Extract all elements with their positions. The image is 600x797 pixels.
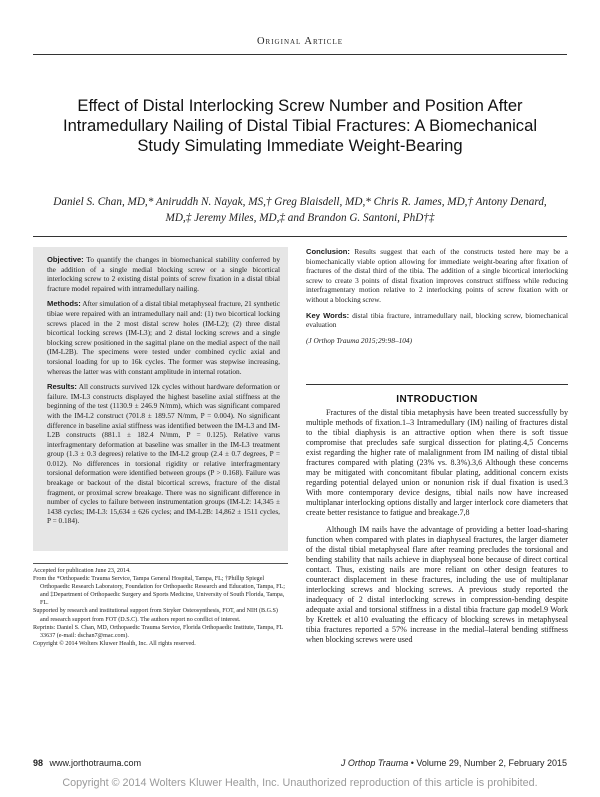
keywords-text: distal tibia fracture, intramedullary nail, blocking screw, biomechanical evaluation: [306, 310, 568, 330]
page-footer-left: [33, 758, 141, 768]
abstract-bottom-rule: [306, 384, 568, 385]
introduction-body: [306, 408, 568, 782]
journal-website[interactable]: www.jorthotrauma.com: [49, 758, 142, 768]
results-label: Results:: [47, 382, 77, 392]
journal-issue: • Volume 29, Number 2, February 2015: [408, 758, 567, 768]
abstract-conclusion: [306, 247, 568, 305]
abstract-objective: [47, 255, 280, 293]
journal-name: J Orthop Trauma: [340, 758, 409, 768]
footnotes: [33, 563, 288, 782]
header-rule: [33, 54, 567, 55]
article-title: Effect of Distal Interlocking Screw Number and Position After Intramedullary Nailing of Distal Tibial Fractures: A Biomechanical Study Simulating Immediate Weight-Bearing: [62, 96, 538, 155]
footnote-support: Supported by research and institutional support from Stryker Osteosynthesis, FOT, and NIH (B.G.S) and research support from FOT (D.S.C). The authors report no conflict of interest.: [33, 608, 278, 623]
objective-text: To quantify the changes in biomechanical stability conferred by the addition of a single medial blocking screw or a single bicortical interlocking screw to 2 existing distal points of screw fixation in a distal tibial fracture model repaired with intramedullary nailing.: [47, 255, 280, 293]
abstract-panel: [33, 247, 288, 551]
conclusion-label: Conclusion:: [306, 247, 350, 256]
methods-label: Methods:: [47, 299, 81, 309]
conclusion-text: Results suggest that each of the constructs tested here may be a biomechanically viable option allowing for immediate weight-bearing after fixation of fractures of the distal third of the tibia. The addition of a single bicortical interlocking screw to create 3 points of distal fixation improves construct stiffness while reducing interfragmentary motion relative to 2 interlocking points of screw fixation with or without a blocking screw.: [306, 247, 568, 304]
keywords-label: Key Words:: [306, 310, 350, 320]
copyright-watermark: Copyright © 2014 Wolters Kluwer Health, Inc. Unauthorized reproduction of this article is prohibited.: [62, 777, 538, 789]
page-number: 98: [33, 758, 44, 768]
abstract-results: [47, 382, 280, 526]
footnote-copyright: Copyright © 2014 Wolters Kluwer Health, Inc. All rights reserved.: [33, 640, 196, 647]
footnote-affiliations: From the *Orthopaedic Trauma Service, Tampa General Hospital, Tampa, FL; †Phillip Spiegel Orthopaedic Research Laboratory, Foundation for Orthopaedic Research and Education, Tampa, FL; and ‡Department of Orthopaedic Surgery and Sports Medicine, University of South Florida, Tampa, FL.: [33, 576, 285, 607]
abstract-keywords: [306, 311, 568, 330]
section-label: Original Article: [256, 36, 344, 47]
abstract-continued: [306, 247, 568, 345]
objective-label: Objective:: [47, 255, 84, 264]
intro-paragraph: Fractures of the distal tibia metaphysis have been treated successfully by multiple methods of fixation.1–3 Intramedullary (IM) nailing of fractures distal to the tibial diaphysis is an attractive option when there is soft tissue compromise that precludes safe surgical dissection for plating.4,5 Concerns exist regarding the higher rate of malalignment from IM nailing of distal tibial fractures compared with plating (23% vs. 8.3%).3,6 Although these concerns may be mitigated with concomitant fibular plating, additional concern exists regarding potential delayed union or nonunion risk if dual fixation is used.3 With more contemporary device designs, tibial nails now have increased multiplanar interlocking options distally and larger interlock core diameters that create better resistance to fatigue and breakage.7,8: [306, 408, 568, 518]
page-footer-right: [341, 758, 567, 768]
intro-paragraph: Although IM nails have the advantage of providing a better load-sharing function when compared with plates in diaphyseal fractures, the larger diameter of the distal tibial metaphyseal flare after reaming precludes the torsional and bending stability that nails achieve in diaphyseal bone because of direct cortical contact. Thus, existing nails are more reliant on other design features to counteract displacement in these fractures, including the use of multiplanar interlocking screws and blocking screws. A previous study reported the inadequacy of 2 distal interlocking screws in compression-bending despite adequate axial and torsional stiffness in a distal tibia fracture gap model.9 Work by Krettek et al10 evaluating the efficacy of blocking screws in metaphyseal tibia fractures reported a 57% increase in the medial–lateral bending stiffness when blocking screws were used: [306, 524, 568, 645]
abstract-top-rule: [33, 236, 567, 237]
journal-citation: (J Orthop Trauma 2015;29:98–104): [306, 335, 413, 345]
author-list: Daniel S. Chan, MD,* Aniruddh N. Nayak, MS,† Greg Blaisdell, MD,* Chris R. James, MD,† Antony Denard, MD,‡ Jeremy Miles, MD,‡ and Brandon G. Santoni, PhD†‡: [53, 196, 547, 224]
footnote-reprints: Reprints: Daniel S. Chan, MD, Orthopaedic Trauma Service, Florida Orthopaedic Institute, Tampa, FL 33637 (e-mail: dschan7@mac.com).: [33, 624, 284, 639]
introduction-heading: INTRODUCTION: [396, 394, 478, 405]
methods-text: After simulation of a distal tibial metaphyseal fracture, 21 synthetic tibiae were repaired with an intramedullary nail and: (1) two bicortical locking screws placed in the 2 most distal screw holes (IM-L2); (2) three distal bicortical locking screws (IM-L3); and 2 distal locking screws and a single blocking screw positioned in the sagittal plane on the medial aspect of the nail (IM-L2B). The specimens were tested under combined cyclic axial and torsional loading for up to 16k cycles. The former was stepwise increasing, whereas the latter was with constant amplitude in internal rotation.: [47, 299, 280, 376]
footnote-accepted: Accepted for publication June 23, 2014.: [33, 568, 131, 574]
results-text: All constructs survived 12k cycles without hardware deformation or failure. IM-L3 constructs displayed the highest baseline axial stiffness at the beginning of the test (1130.9 ± 246.9 N/mm), which was significant compared with the IM-L2 construct (701.8 ± 189.57 N/mm, P = 0.004). No significant difference in baseline axial stiffness was identified between the IM-L3 and IM-L2B constructs (881.1 ± 182.4 N/mm, P = 0.125). Relative varus interfragmentary deformation at baseline was smaller in the IM-L3 treatment group (1.3 ± 0.3 degrees) relative to the IM-L2 group (2.4 ± 0.7 degrees, P = 0.012). No differences in torsional rigidity or relative interfragmentary torsional deformation were identified between groups (P > 0.168). Failure was breakage or backout of the distal bicortical screws, fracture of the distal fragment, or proximal screw breakage. There was no significant difference in number of cycles to failure between instrumentation groups (IM-L2: 14,345 ± 1438 cycles; IM-L3: 15,634 ± 626 cycles; and IM-L2B: 14,862 ± 1511 cycles, P = 0.184).: [47, 382, 280, 526]
abstract-methods: [47, 299, 280, 376]
